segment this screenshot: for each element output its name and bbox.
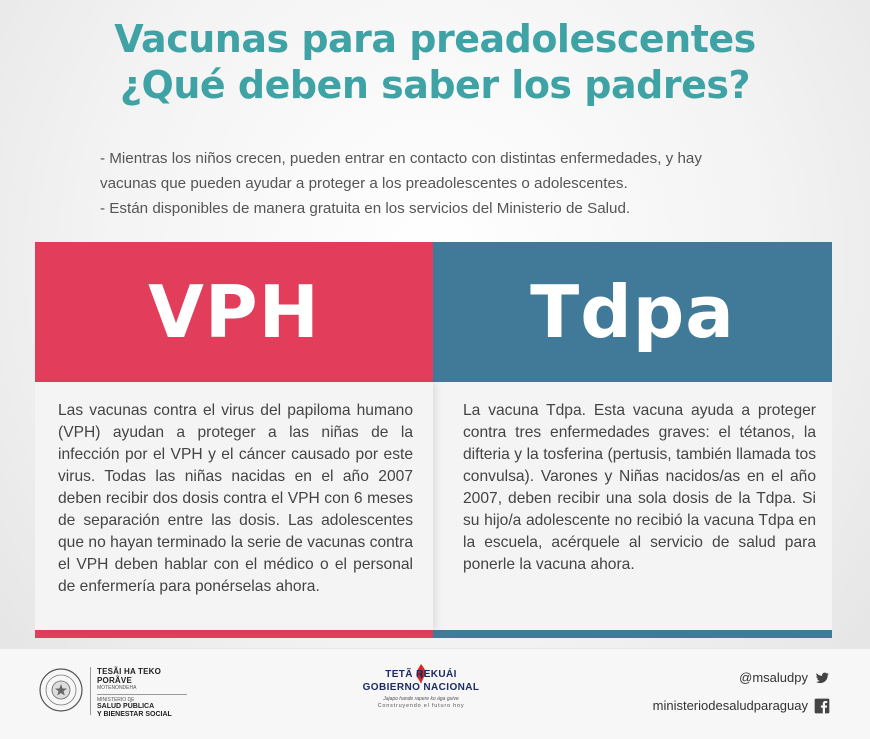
tdpa-description: La vacuna Tdpa. Esta vacuna ayuda a proteger contra tres enfermedades graves: el tétanos, la difteria y la tosferina (pertusis, también llamada tos convulsa). Varones y Niñas nacidos/as en el año 2007, deben recibir una sola dosis de la Tdpa. Si su hijo/a adolescente no recibió la vacuna Tdpa en la escuela, acérquele al servicio de salud para ponerle la vacuna ahora.: [463, 402, 816, 573]
gov-line-4: Construyendo el futuro hoy: [377, 703, 465, 709]
ministry-line-3: MOTENONDEHA: [97, 685, 187, 695]
intro-line-2: vacunas que pueden ayudar a proteger a los preadolescentes o adolescentes.: [100, 175, 628, 192]
footer: [0, 648, 870, 739]
title-line-1: Vacunas para preadolescentes: [114, 17, 756, 61]
ministry-line-5: SALUD PÚBLICA: [97, 703, 155, 710]
vph-header-band: [35, 242, 433, 382]
ministry-line-1: TESÃI HA TEKO: [97, 667, 162, 676]
facebook-handle: ministeriodesaludparaguay: [652, 698, 808, 713]
facebook-link[interactable]: [653, 695, 830, 717]
intro-line-1: - Mientras los niños crecen, pueden entrar en contacto con distintas enfermedades, y hay: [100, 150, 702, 167]
tdpa-header-band: [433, 242, 832, 382]
intro-line-3: - Están disponibles de manera gratuita en los servicios del Ministerio de Salud.: [100, 200, 631, 217]
intro-text: [100, 146, 820, 221]
twitter-link[interactable]: [653, 667, 830, 689]
ministry-logo: [90, 667, 187, 718]
twitter-icon: [814, 670, 830, 686]
gov-line-2: GOBIERNO NACIONAL: [362, 682, 480, 693]
facebook-icon: [814, 698, 830, 714]
title-line-2: ¿Qué deben saber los padres?: [119, 63, 751, 107]
ministry-line-4: MINISTERIO DE: [97, 697, 135, 703]
tdpa-label: Tdpa: [530, 270, 735, 354]
ministry-line-2: PORÃVE: [97, 676, 132, 685]
vph-bottom-stripe: [35, 630, 433, 638]
page-title: [0, 16, 870, 108]
ministry-line-6: Y BIENESTAR SOCIAL: [97, 711, 172, 718]
gov-line-1: TETÃ REKUÁI: [385, 669, 457, 680]
government-logo: [360, 663, 482, 723]
tdpa-card: [433, 382, 832, 630]
gov-line-3: Jajapo hande rapere ko ága guive: [383, 696, 459, 702]
seal-icon: [38, 667, 84, 713]
vph-label: VPH: [148, 270, 320, 354]
vph-card: [35, 382, 433, 630]
social-links: [653, 667, 830, 717]
twitter-handle: @msaludpy: [739, 670, 808, 685]
vph-description: Las vacunas contra el virus del papiloma humano (VPH) ayudan a proteger a las niñas de la infección por el VPH y el cáncer causado por este virus. Todas las niñas nacidas en el año 2007 deben recibir dos dosis contra el VPH con 6 meses de separación entre las dosis. Las adolescentes que no hayan terminado la serie de vacunas contra el VPH deben hablar con el médico o el personal de enfermería para ponérselas ahora.: [58, 402, 413, 595]
tdpa-bottom-stripe: [433, 630, 832, 638]
